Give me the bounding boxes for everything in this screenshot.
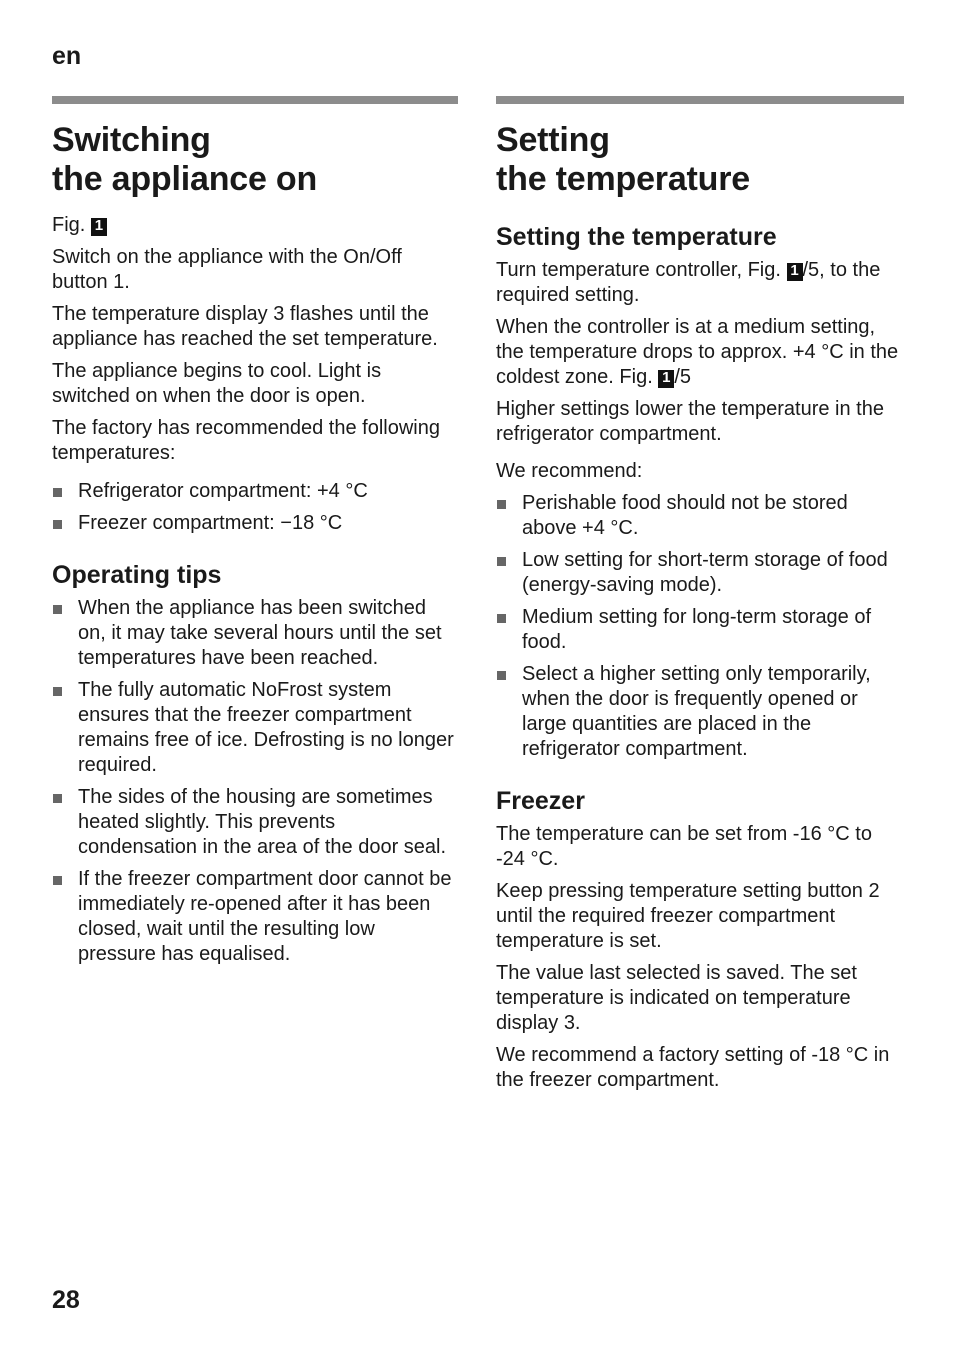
title-line-1: Switching	[52, 121, 211, 159]
paragraph: We recommend:	[496, 460, 643, 482]
square-bullet-icon	[53, 605, 62, 614]
section-rule	[496, 96, 904, 104]
section-title-setting-temperature	[496, 121, 904, 199]
paragraph: The factory has recommended the following temperatures:	[52, 417, 440, 464]
square-bullet-icon	[53, 520, 62, 529]
figure-number-box: 1	[658, 370, 674, 388]
paragraph: When the controller is at a medium setting, the temperature drops to approx. +4 °C in the coldest zone. Fig. 1 /5	[496, 316, 899, 388]
paragraph: We recommend a factory setting of -18 °C in the freezer compartment.	[496, 1044, 890, 1091]
square-bullet-icon	[53, 794, 62, 803]
list-item: The fully automatic NoFrost system ensures that the freezer compartment remains free of ice. Defrosting is no longer required.	[52, 678, 458, 778]
list-item: If the freezer compartment door cannot be immediately re-opened after it has been closed, wait until the resulting low pressure has equalised.	[52, 867, 458, 967]
paragraph: The appliance begins to cool. Light is switched on when the door is open.	[52, 360, 382, 407]
right-column	[496, 96, 904, 1100]
list-item: Low setting for short-term storage of food (energy-saving mode).	[496, 548, 904, 598]
paragraph: The temperature can be set from -16 °C to -24 °C.	[496, 823, 872, 870]
square-bullet-icon	[53, 687, 62, 696]
figure-number-box: 1	[91, 218, 107, 236]
section-title-switching-on	[52, 121, 458, 199]
paragraph: Turn temperature controller, Fig. 1 /5, to the required setting.	[496, 259, 881, 306]
recommended-temperatures-list	[52, 479, 458, 536]
title-line-2: the appliance on	[52, 160, 318, 198]
language-code: en	[52, 42, 82, 70]
recommendation-list	[496, 491, 904, 762]
paragraph: The value last selected is saved. The set temperature is indicated on temperature display 3.	[496, 962, 857, 1034]
paragraph: The temperature display 3 flashes until the appliance has reached the set temperature.	[52, 303, 438, 350]
setting-temperature-subheading: Setting the temperature	[496, 223, 777, 251]
paragraph: Switch on the appliance with the On/Off button 1.	[52, 246, 402, 293]
square-bullet-icon	[497, 671, 506, 680]
square-bullet-icon	[53, 876, 62, 885]
title-line-1: Setting	[496, 121, 610, 159]
list-item: Select a higher setting only temporarily, when the door is frequently opened or large quantities are placed in the refrigerator compartment.	[496, 662, 904, 762]
figure-label: Fig.	[52, 214, 86, 236]
operating-tips-list	[52, 596, 458, 967]
freezer-heading: Freezer	[496, 787, 585, 815]
section-rule	[52, 96, 458, 104]
list-item: Medium setting for long-term storage of food.	[496, 605, 904, 655]
list-item: Freezer compartment: −18 °C	[52, 511, 458, 536]
figure-reference	[52, 213, 458, 238]
square-bullet-icon	[53, 488, 62, 497]
left-column	[52, 96, 458, 974]
list-item: Perishable food should not be stored above +4 °C.	[496, 491, 904, 541]
list-item: When the appliance has been switched on, it may take several hours until the set temperatures have been reached.	[52, 596, 458, 671]
page-number: 28	[52, 1286, 80, 1314]
figure-number-box: 1	[787, 263, 803, 281]
paragraph: Keep pressing temperature setting button 2 until the required freezer compartment temperature is set.	[496, 880, 880, 952]
paragraph: Higher settings lower the temperature in the refrigerator compartment.	[496, 398, 884, 445]
list-item: The sides of the housing are sometimes heated slightly. This prevents condensation in the area of the door seal.	[52, 785, 458, 860]
square-bullet-icon	[497, 500, 506, 509]
operating-tips-heading: Operating tips	[52, 561, 222, 589]
square-bullet-icon	[497, 557, 506, 566]
title-line-2: the temperature	[496, 160, 750, 198]
list-item: Refrigerator compartment: +4 °C	[52, 479, 458, 504]
square-bullet-icon	[497, 614, 506, 623]
